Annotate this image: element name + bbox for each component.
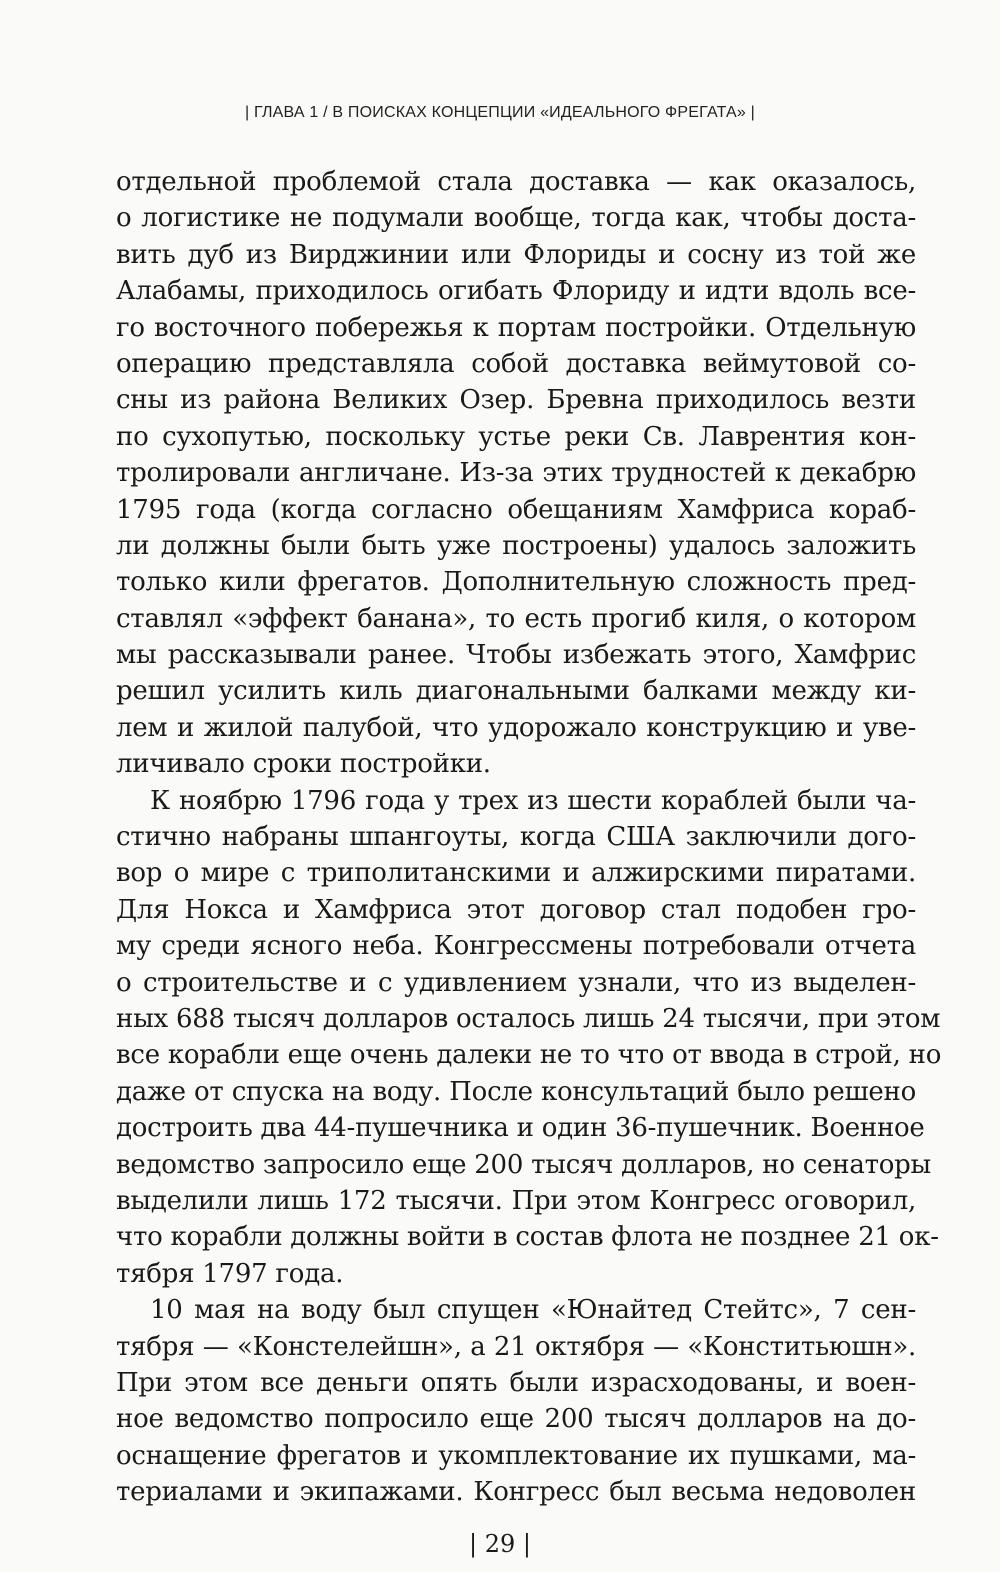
text-line: Алабамы, приходилось огибать Флориду и идти вдоль все-	[116, 276, 916, 307]
text-line: мы рассказывали ранее. Чтобы избежать этого, Хамфрис	[116, 640, 916, 671]
text-line: даже от спуска на воду. После консультаций было решено	[116, 1076, 916, 1107]
text-line: все корабли еще очень далеки не то что от ввода в строй, но	[116, 1040, 942, 1071]
page-number: | 29 |	[469, 1530, 531, 1558]
text-line: му среди ясного неба. Конгрессмены потребовали отчета	[116, 931, 916, 962]
text-line: ставлял «эффект банана», то есть прогиб киля, о котором	[116, 603, 916, 634]
text-line: ведомство запросило еще 200 тысяч долларов, но сенаторы	[116, 1149, 931, 1180]
text-line: о логистике не подумали вообще, тогда как, чтобы доста-	[116, 203, 916, 234]
text-line: го восточного побережья к портам постройки. Отдельную	[116, 312, 916, 343]
text-line: личивало сроки постройки.	[116, 749, 491, 780]
text-line: вить дуб из Вирджинии или Флориды и сосну из той же	[116, 239, 916, 270]
text-line: что корабли должны войти в состав флота не позднее 21 ок-	[116, 1222, 939, 1253]
text-line: ное ведомство попросило еще 200 тысяч долларов на до-	[116, 1404, 916, 1435]
text-line: тября 1797 года.	[116, 1258, 344, 1289]
text-line: достроить два 44-пушечника и один 36-пушечник. Военное	[116, 1113, 925, 1144]
text-line: тролировали англичане. Из-за этих трудностей к декабрю	[116, 458, 916, 489]
text-line: К ноябрю 1796 года у трех из шести кораблей были ча-	[150, 785, 916, 816]
text-line: Для Нокса и Хамфриса этот договор стал подобен гро-	[116, 894, 916, 925]
text-line: отдельной проблемой стала доставка — как оказалось,	[116, 167, 916, 197]
text-line: териалами и экипажами. Конгресс был весьма недоволен	[116, 1477, 916, 1508]
text-line: При этом все деньги опять были израсходованы, и воен-	[116, 1367, 916, 1398]
body-text	[116, 164, 942, 1510]
text-line: 10 мая на воду был спущен «Юнайтед Стейтс», 7 сен-	[150, 1295, 916, 1326]
text-line: тября — «Констелейшн», а 21 октября — «Конститьюшн».	[116, 1331, 916, 1362]
text-line: только кили фрегатов. Дополнительную сложность пред-	[116, 567, 916, 598]
text-line: вор о мире с триполитанскими и алжирскими пиратами.	[116, 858, 916, 889]
text-line: ных 688 тысяч долларов осталось лишь 24 тысячи, при этом	[116, 1003, 941, 1034]
text-line: выделили лишь 172 тысячи. При этом Конгресс оговорил,	[116, 1185, 916, 1216]
text-line: по сухопутью, поскольку устье реки Св. Лаврентия кон-	[116, 421, 916, 452]
text-line: сны из района Великих Озер. Бревна приходилось везти	[116, 385, 916, 416]
text-line: лем и жилой палубой, что удорожало конструкцию и уве-	[116, 712, 916, 743]
text-line: о строительстве и с удивлением узнали, что из выделен-	[116, 967, 916, 998]
text-line: оснащение фрегатов и укомплектование их пушками, ма-	[116, 1440, 916, 1471]
text-line: операцию представляла собой доставка веймутовой со-	[116, 348, 916, 379]
text-line: решил усилить киль диагональными балками между ки-	[116, 676, 916, 707]
text-line: стично набраны шпангоуты, когда США заключили дого-	[116, 822, 916, 853]
running-header: | ГЛАВА 1 / В ПОИСКАХ КОНЦЕПЦИИ «ИДЕАЛЬНОГО ФРЕГАТА» |	[244, 104, 755, 121]
text-line: 1795 года (когда согласно обещаниям Хамфриса кораб-	[116, 494, 916, 525]
text-line: ли должны были быть уже построены) удалось заложить	[116, 530, 916, 561]
